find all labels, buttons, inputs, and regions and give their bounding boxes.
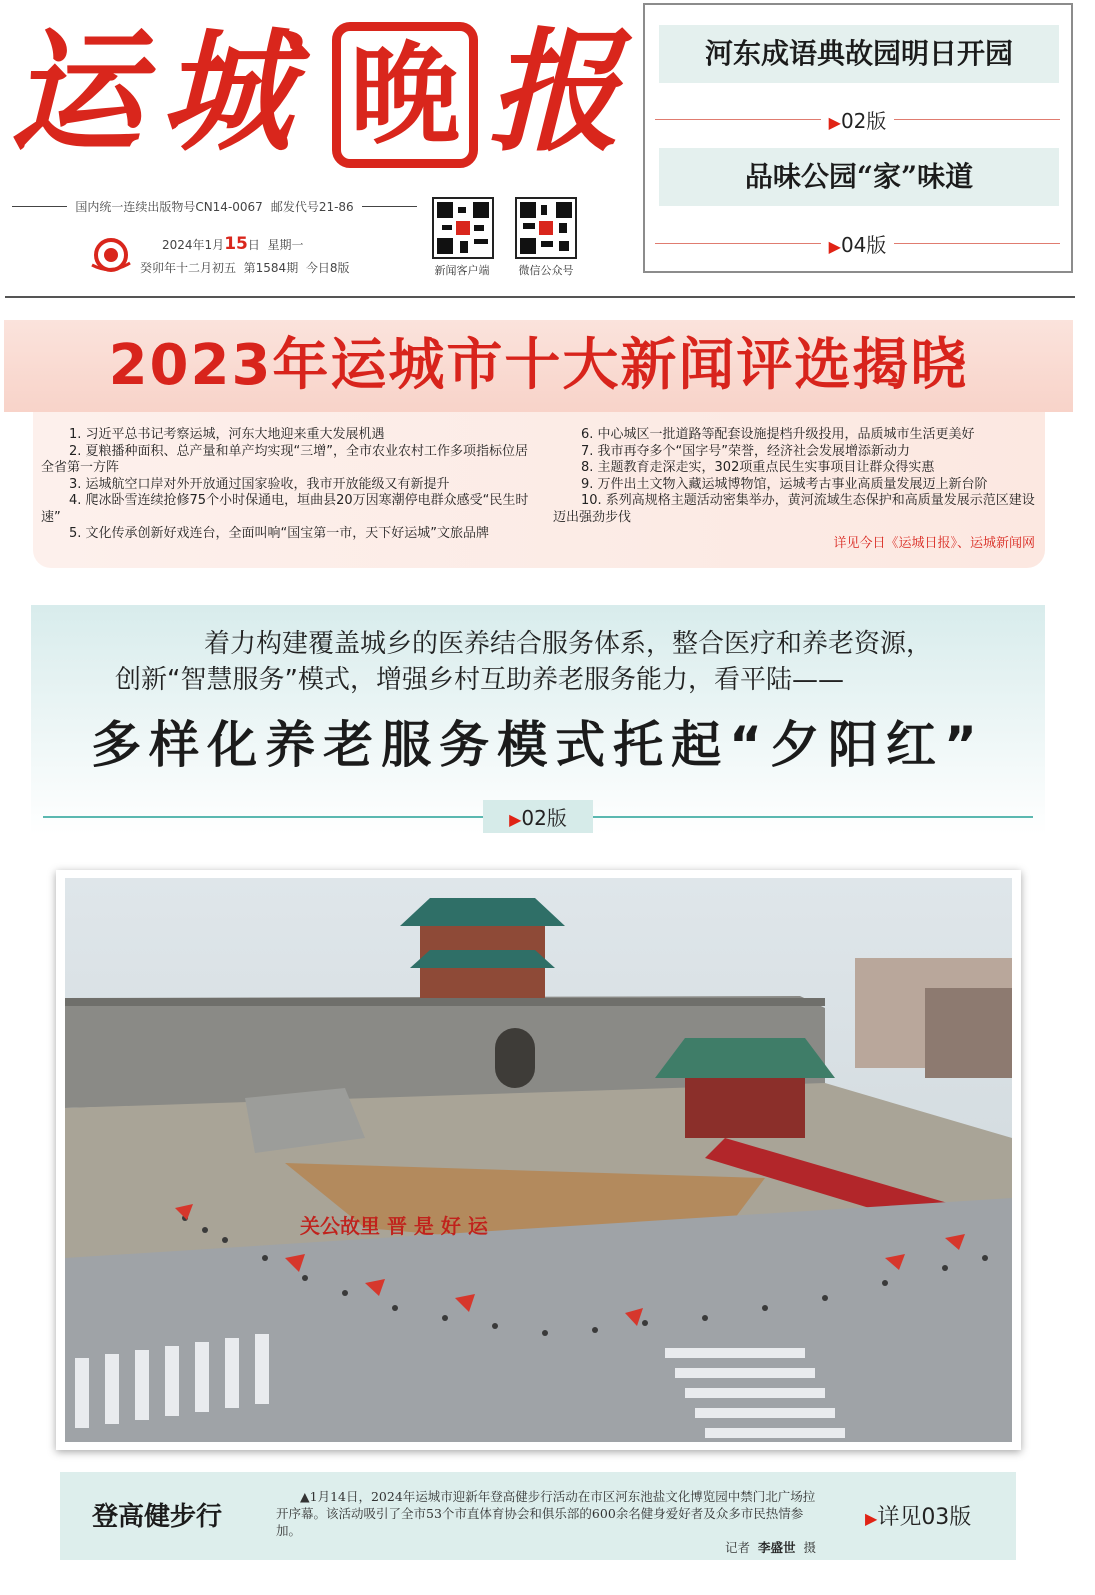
- qr-caption-app: 新闻客户端: [434, 264, 490, 277]
- list-item: 2. 夏粮播种面积、总产量和单产均实现“三增”，全市农业农村工作多项指标位居全省第一方阵: [41, 443, 529, 475]
- teaser-page-ref-1[interactable]: ▶02版: [655, 105, 1060, 134]
- caption-page-ref[interactable]: ▶详见03版: [865, 1505, 972, 1530]
- publication-info: [12, 198, 417, 215]
- event-photo[interactable]: [65, 878, 1012, 1442]
- teaser-headline-2[interactable]: 品味公园“家”味道: [659, 148, 1059, 206]
- list-item: 5. 文化传承创新好戏连台，全面叫响“国宝第一市，天下好运城”文旅品牌: [69, 526, 490, 541]
- masthead: [0, 0, 640, 295]
- teaser-page-ref-2[interactable]: ▶04版: [655, 229, 1060, 258]
- teaser-headline-1[interactable]: 河东成语典故园明日开园: [659, 25, 1059, 83]
- logo-char-1: 运: [10, 15, 138, 170]
- teaser-box: [643, 3, 1073, 273]
- photo-caption: [60, 1472, 1016, 1560]
- qr-code-wechat[interactable]: [515, 197, 577, 259]
- caption-text: [276, 1488, 822, 1556]
- postal-code: 邮发代号21-86: [270, 200, 354, 214]
- photo-frame: [56, 870, 1021, 1450]
- top-ten-left-column: [41, 427, 536, 543]
- logo-char-3: 晚: [350, 30, 460, 159]
- logo-seal: [332, 22, 478, 168]
- weekday: 星期一: [267, 238, 304, 252]
- top-ten-news: [33, 320, 1073, 568]
- qr-caption-wechat: 微信公众号: [518, 264, 574, 277]
- source-note[interactable]: 详见今日《运城日报》、运城新闻网: [833, 536, 1035, 551]
- issue-info: [140, 259, 349, 276]
- lunar-date: 癸卯年十二月初五: [140, 261, 237, 275]
- list-item: 4. 爬冰卧雪连续抢修75个小时保通电，垣曲县20万因寒潮停电群众感受“民生时速”: [41, 493, 529, 525]
- arrow-right-icon: ▶: [509, 810, 522, 829]
- qr-code-app[interactable]: [432, 197, 494, 259]
- list-item: 9. 万件出土文物入藏运城博物馆，运城考古事业高质量发展迈上新台阶: [581, 476, 988, 492]
- arrow-right-icon: ▶: [828, 113, 841, 132]
- logo-char-4: 报: [488, 15, 616, 170]
- newspaper-logo: [10, 8, 625, 178]
- arrow-right-icon: ▶: [865, 1509, 878, 1528]
- issue-date: 2024年1月15日 星期一: [162, 234, 304, 254]
- elderly-care-story: [31, 605, 1045, 835]
- list-item: 1. 习近平总书记考察运城，河东大地迎来重大发展机遇: [69, 427, 385, 442]
- logo-char-2: 城: [160, 15, 288, 170]
- sun-logo-icon: [88, 235, 134, 273]
- arrow-right-icon: ▶: [828, 237, 841, 256]
- list-item: 3. 运城航空口岸对外开放通过国家验收，我市开放能级又有新提升: [69, 476, 450, 492]
- caption-body: ▲1月14日，2024年运城市迎新年登高健步行活动在市区河东池盐文化博览园中禁门北广场拉开序幕。该活动吸引了全市53个市直体育协会和俱乐部的600余名健身爱好者及众多市民热情参加。: [276, 1489, 816, 1538]
- list-item: 8. 主题教育走深走实，302项重点民生实事项目让群众得实惠: [581, 460, 935, 475]
- top-ten-list: [33, 412, 1045, 568]
- masthead-divider: [5, 296, 1075, 298]
- story-headline[interactable]: 多样化养老服务模式托起“夕阳红”: [91, 716, 985, 774]
- top-ten-title[interactable]: 2023年运城市十大新闻评选揭晓: [4, 320, 1073, 412]
- list-item: 10. 系列高规格主题活动密集举办，黄河流域生态保护和高质量发展示范区建设迈出强劲步伐: [553, 493, 1035, 525]
- caption-title: 登高健步行: [92, 1502, 223, 1532]
- story-deck-line-2: 创新“智慧服务”模式，增强乡村互助养老服务能力，看平陆——: [115, 665, 844, 695]
- top-ten-right-column: [553, 427, 1037, 526]
- story-page-ref[interactable]: ▶02版: [31, 800, 1045, 833]
- page-count: 今日8版: [305, 261, 350, 275]
- story-deck-line-1: 着力构建覆盖城乡的医养结合服务体系，整合医疗和养老资源，: [203, 629, 932, 659]
- photo-credit: 记者 李盛世 摄: [725, 1540, 816, 1555]
- pub-number: 国内统一连续出版物号CN14-0067: [75, 200, 263, 214]
- wall-slogan: 关公故里 晋 是 好 运: [300, 1214, 488, 1238]
- issue-number: 第1584期: [243, 261, 299, 275]
- list-item: 7. 我市再夺多个“国字号”荣誉，经济社会发展增添新动力: [581, 443, 911, 459]
- list-item: 6. 中心城区一批道路等配套设施提档升级投用，品质城市生活更美好: [581, 427, 975, 442]
